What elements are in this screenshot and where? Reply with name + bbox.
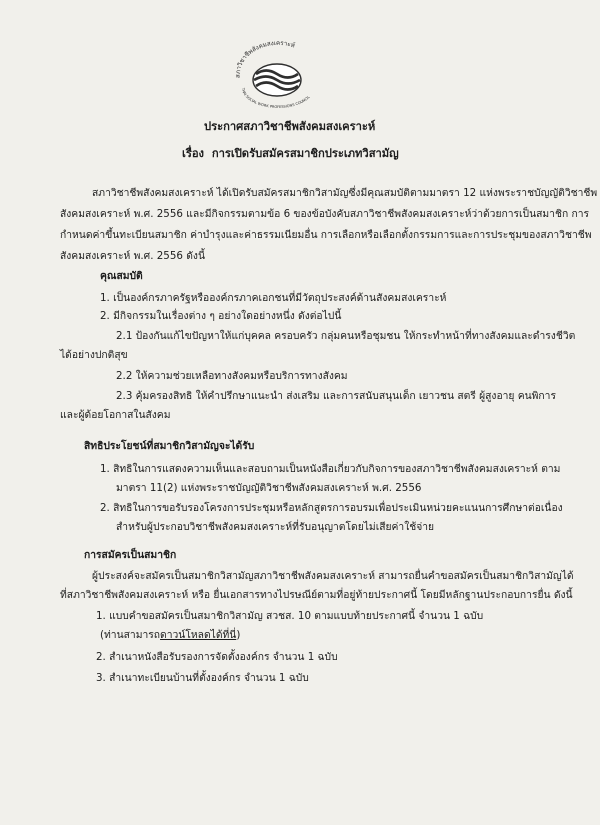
qualification-item-1: 1. เป็นองค์กรภาครัฐหรือองค์กรภาคเอกชนที่มีวัตถุประสงค์ด้านสังคมสงเคราะห์ [100, 292, 447, 304]
logo-english-text: THAI SOCIAL WORK PROFESSIONS COUNCIL [240, 87, 311, 108]
intro-line-3: กำหนดค่าขึ้นทะเบียนสมาชิก ค่าบำรุงและค่าธรรมเนียมอื่น การเลือกหรือเลือกตั้งกรรมการและการประชุมของสภาวิชาชีพ [60, 229, 592, 241]
qualification-sub-3-line-2: และผู้ด้อยโอกาสในสังคม [60, 409, 171, 421]
qualification-sub-1-line-1: 2.1 ป้องกันแก้ไขปัญหาให้แก่บุคคล ครอบครัว กลุ่มคนหรือชุมชน ให้กระทำหน้าที่ทางสังคมและดำรงชีวิต [116, 330, 576, 342]
download-note-prefix: (ท่านสามารถ [100, 629, 161, 641]
logo-arc-text: สภาวิชาชีพสังคมสงเคราะห์ [234, 39, 296, 79]
qualifications-heading: คุณสมบัติ [100, 270, 143, 282]
qualification-item-2: 2. มีกิจกรรมในเรื่องต่าง ๆ อย่างใดอย่างหนึ่ง ดังต่อไปนี้ [100, 310, 342, 322]
application-para-line-2: ที่สภาวิชาชีพสังคมสงเคราะห์ หรือ ยื่นเอกสารทางไปรษณีย์ตามที่อยู่ท้ายประกาศนี้ โดยมีหลักฐานประกอบการยื่น ดังนี้ [60, 589, 573, 601]
benefit-item-2-line-2: สำหรับผู้ประกอบวิชาชีพสังคมสงเคราะห์ที่รับอนุญาตโดยไม่เสียค่าใช้จ่าย [116, 521, 435, 533]
announcement-title: ประกาศสภาวิชาชีพสังคมสงเคราะห์ [204, 120, 376, 133]
benefit-item-2-line-1: 2. สิทธิในการขอรับรองโครงการประชุมหรือหลักสูตรการอบรมเพื่อประเมินหน่วยคะแนนการศึกษาต่อเนื่อง [100, 502, 563, 514]
application-heading: การสมัครเป็นสมาชิก [84, 549, 177, 561]
intro-line-4: สังคมสงเคราะห์ พ.ศ. 2556 ดังนี้ [60, 250, 205, 262]
application-doc-1: 1. แบบคำขอสมัครเป็นสมาชิกวิสามัญ สวชส. 10 ตามแบบท้ายประกาศนี้ จำนวน 1 ฉบับ [96, 610, 484, 622]
council-logo [226, 38, 328, 108]
application-para-line-1: ผู้ประสงค์จะสมัครเป็นสมาชิกวิสามัญสภาวิชาชีพสังคมสงเคราะห์ สามารถยื่นคำขอสมัครเป็นสมาชิกวิสามัญได้ [92, 570, 574, 582]
application-doc-1-note [100, 628, 240, 642]
download-note-suffix: ) [236, 629, 241, 641]
announcement-subject [182, 144, 399, 162]
intro-line-1: สภาวิชาชีพสังคมสงเคราะห์ ได้เปิดรับสมัครสมาชิกวิสามัญซึ่งมีคุณสมบัติตามมาตรา 12 แห่งพระราชบัญญัติวิชาชีพ [92, 187, 598, 199]
subject-label: เรื่อง [182, 147, 205, 160]
qualification-sub-1-line-2: ได้อย่างปกติสุข [60, 349, 128, 361]
download-form-link[interactable]: ดาวน์โหลดได้ที่นี่ [160, 629, 237, 641]
benefit-item-1-line-2: มาตรา 11(2) แห่งพระราชบัญญัติวิชาชีพสังคมสงเคราะห์ พ.ศ. 2556 [116, 482, 422, 494]
qualification-sub-2: 2.2 ให้ความช่วยเหลือทางสังคมหรือบริการทางสังคม [116, 370, 348, 382]
qualification-sub-3-line-1: 2.3 คุ้มครองสิทธิ ให้คำปรึกษาแนะนำ ส่งเสริม และการสนับสนุนเด็ก เยาวชน สตรี ผู้สูงอายุ คนพิการ [116, 390, 556, 402]
intro-line-2: สังคมสงเคราะห์ พ.ศ. 2556 และมีกิจกรรมตามข้อ 6 ของข้อบังคับสภาวิชาชีพสังคมสงเคราะห์ว่าด้วยการเป็นสมาชิก การ [60, 208, 590, 220]
benefit-item-1-line-1: 1. สิทธิในการแสดงความเห็นและสอบถามเป็นหนังสือเกี่ยวกับกิจการของสภาวิชาชีพสังคมสงเคราะห์ ตาม [100, 463, 561, 475]
benefits-heading: สิทธิประโยชน์ที่สมาชิกวิสามัญจะได้รับ [84, 440, 255, 452]
subject-text: การเปิดรับสมัครสมาชิกประเภทวิสามัญ [211, 147, 399, 160]
application-doc-3: 3. สำเนาทะเบียนบ้านที่ตั้งองค์กร จำนวน 1 ฉบับ [96, 672, 309, 684]
application-doc-2: 2. สำเนาหนังสือรับรองการจัดตั้งองค์กร จำนวน 1 ฉบับ [96, 651, 338, 663]
